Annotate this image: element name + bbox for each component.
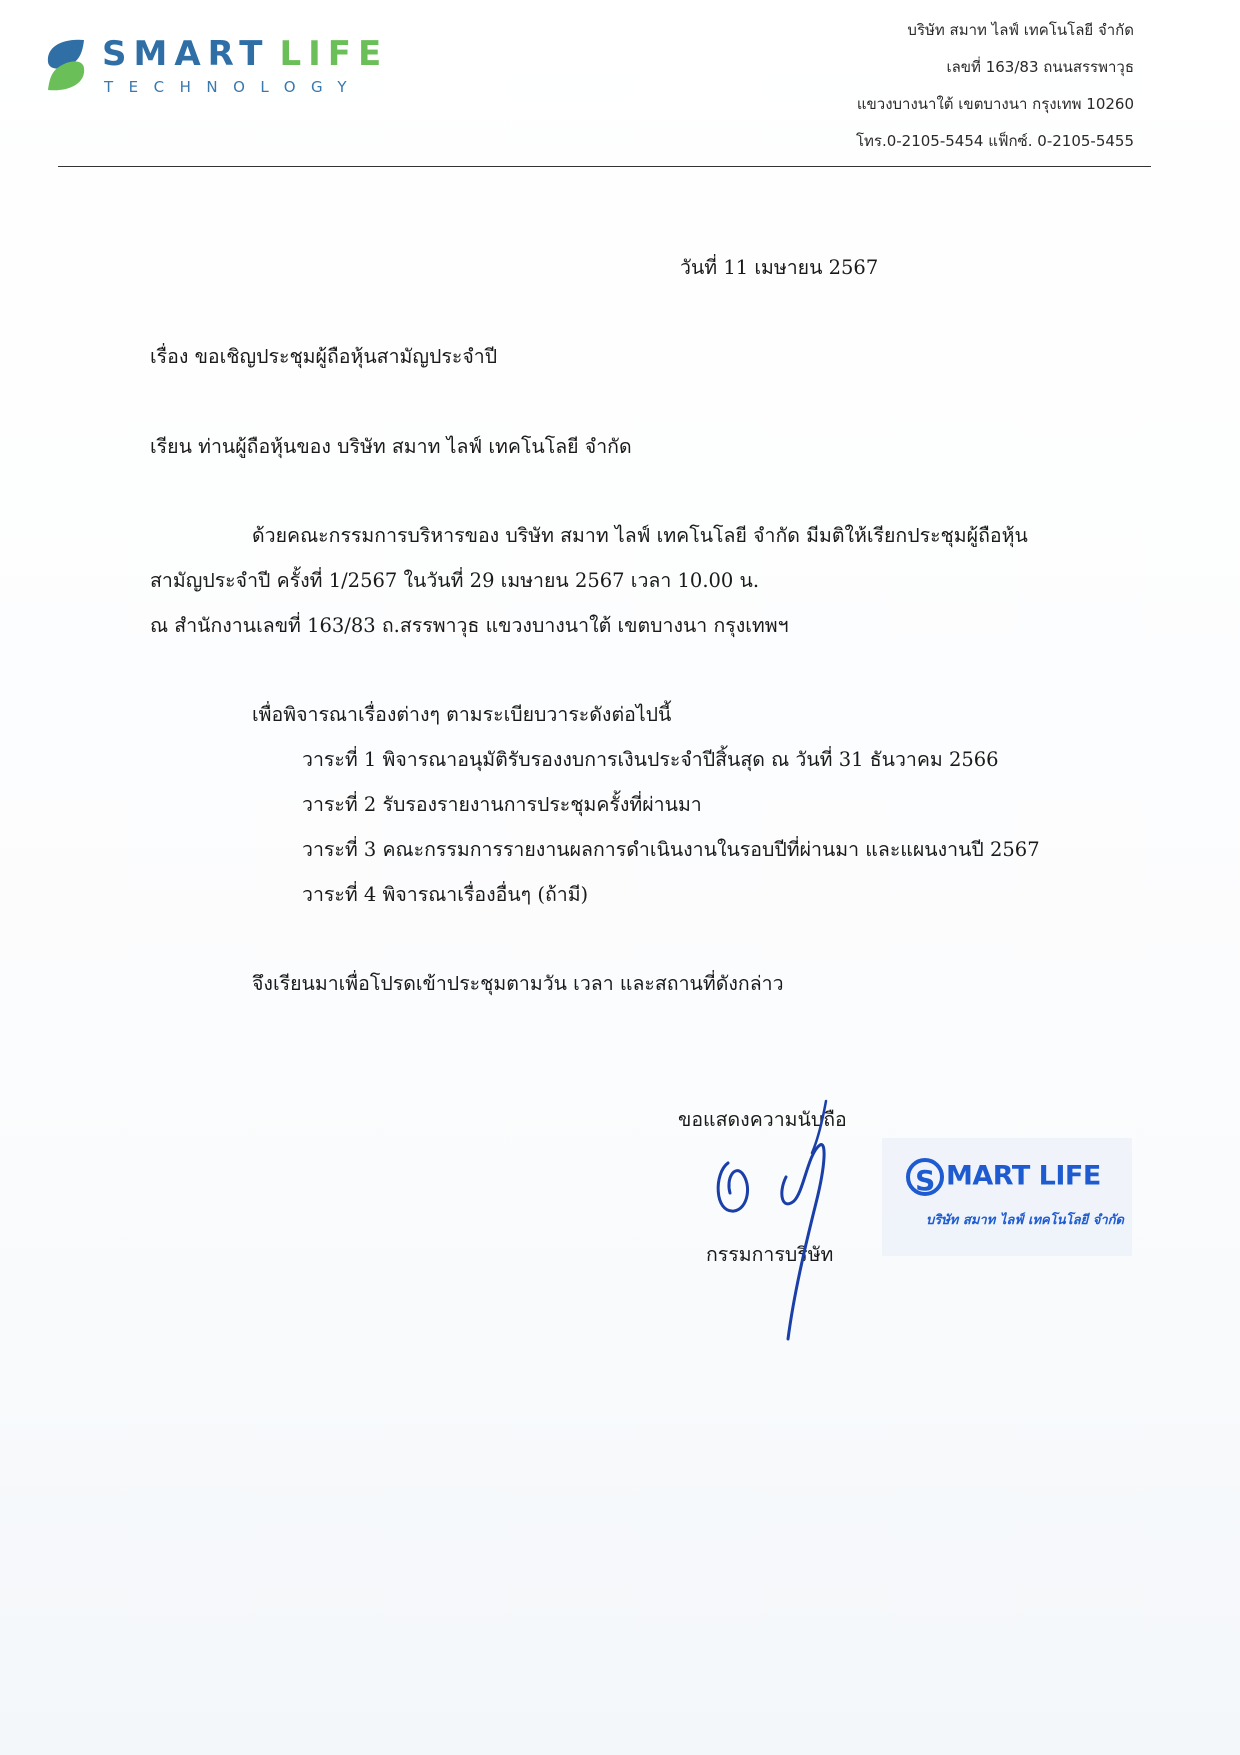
company-address-line-1: เลขที่ 163/83 ถนนสรรพาวุธ (946, 58, 1134, 76)
logo-wordmark (102, 34, 388, 74)
stamp-name: MART LIFE (946, 1160, 1101, 1192)
handwritten-signature (708, 1093, 868, 1343)
letter-salutation: เรียน ท่านผู้ถือหุ้นของ บริษัท สมาท ไลฟ์ เทคโนโลยี จำกัด (150, 435, 632, 458)
body-line-2: สามัญประจำปี ครั้งที่ 1/2567 ในวันที่ 29 เมษายน 2567 เวลา 10.00 น. (150, 569, 760, 592)
stamp-s-letter: S (906, 1158, 944, 1196)
logo-leaf-icon (40, 36, 92, 94)
agenda-item-3: วาระที่ 3 คณะกรรมการรายงานผลการดำเนินงานในรอบปีที่ผ่านมา และแผนงานปี 2567 (302, 838, 1040, 861)
signer-title: กรรมการบริษัท (706, 1243, 834, 1266)
closing-line: จึงเรียนมาเพื่อโปรดเข้าประชุมตามวัน เวลา และสถานที่ดังกล่าว (252, 972, 784, 995)
company-info (856, 12, 1134, 160)
company-contact: โทร.0-2105-5454 แฟ็กซ์. 0-2105-5455 (855, 132, 1134, 150)
body-line-1: ด้วยคณะกรรมการบริหารของ บริษัท สมาท ไลฟ์ เทคโนโลยี จำกัด มีมติให้เรียกประชุมผู้ถือหุ้น (252, 524, 1028, 547)
logo-word-smart: SMART (102, 34, 270, 74)
stamp-company-thai: บริษัท สมาท ไลฟ์ เทคโนโลยี จำกัด (926, 1213, 1124, 1228)
header-divider (58, 166, 1151, 167)
agenda-intro: เพื่อพิจารณาเรื่องต่างๆ ตามระเบียบวาระดังต่อไปนี้ (252, 703, 672, 726)
regards-line: ขอแสดงความนับถือ (678, 1108, 847, 1131)
letter-subject: เรื่อง ขอเชิญประชุมผู้ถือหุ้นสามัญประจำปี (150, 345, 498, 368)
agenda-item-2: วาระที่ 2 รับรองรายงานการประชุมครั้งที่ผ่านมา (302, 793, 702, 816)
company-logo (40, 30, 389, 100)
company-name: บริษัท สมาท ไลฟ์ เทคโนโลยี จำกัด (907, 21, 1134, 39)
body-line-3: ณ สำนักงานเลขที่ 163/83 ถ.สรรพาวุธ แขวงบางนาใต้ เขตบางนา กรุงเทพฯ (150, 614, 789, 637)
company-stamp (882, 1138, 1132, 1256)
stamp-logo (906, 1158, 1101, 1196)
logo-word-life: LIFE (279, 34, 389, 74)
logo-subtitle: TECHNOLOGY (104, 78, 363, 96)
agenda-item-4: วาระที่ 4 พิจารณาเรื่องอื่นๆ (ถ้ามี) (302, 883, 589, 906)
company-address-line-2: แขวงบางนาใต้ เขตบางนา กรุงเทพ 10260 (856, 95, 1134, 113)
letter-date: วันที่ 11 เมษายน 2567 (680, 256, 879, 279)
agenda-item-1: วาระที่ 1 พิจารณาอนุมัติรับรองงบการเงินประจำปีสิ้นสุด ณ วันที่ 31 ธันวาคม 2566 (302, 748, 999, 771)
